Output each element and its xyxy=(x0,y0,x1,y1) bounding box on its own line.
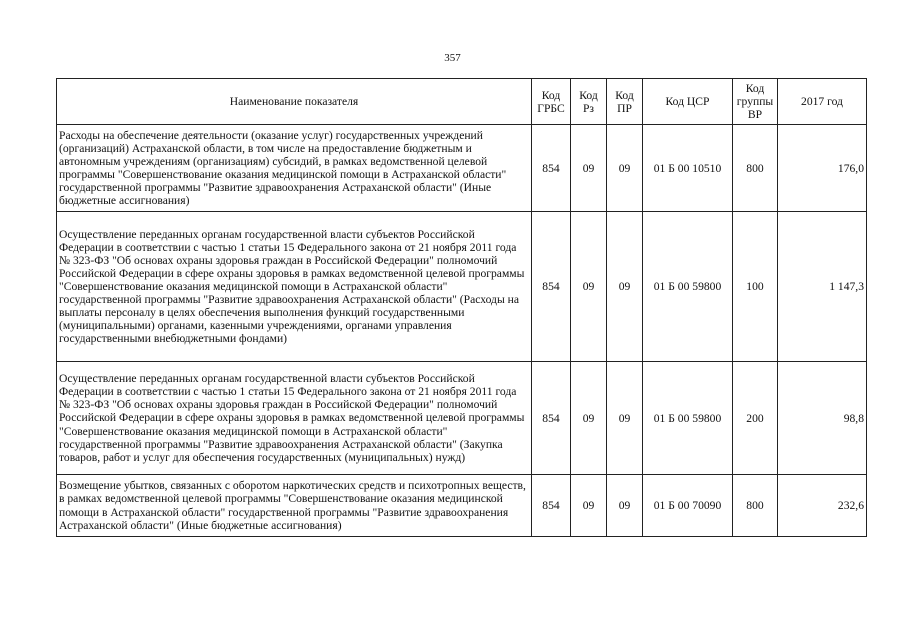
header-csr: Код ЦСР xyxy=(643,79,733,125)
header-pr: Код ПР xyxy=(607,79,643,125)
table-row xyxy=(57,475,867,537)
row-amount: 98,8 xyxy=(778,362,867,475)
page-number: 357 xyxy=(444,52,461,64)
row-grbs: 854 xyxy=(532,475,571,537)
row-name: Осуществление переданных органам государственной власти субъектов Российской Федерации в соответствии с частью 1 статьи 15 Федерального закона от 21 ноября 2011 года № 323-ФЗ "Об основах охраны здоровья граждан в Российской Федерации" полномочий Российской Федерации в сфере охраны здоровья в рамках ведомственной целевой программы "Совершенствование оказания медицинской помощи в Астраханской области" государственной программы "Развитие здравоохранения Астраханской области" (Закупка товаров, работ и услуг для обеспечения государственных (муниципальных) нужд) xyxy=(57,362,532,475)
row-amount: 1 147,3 xyxy=(778,212,867,362)
row-csr: 01 Б 00 59800 xyxy=(643,212,733,362)
row-grbs: 854 xyxy=(532,212,571,362)
header-rz: Код Рз xyxy=(571,79,607,125)
row-rz: 09 xyxy=(571,212,607,362)
row-name: Осуществление переданных органам государственной власти субъектов Российской Федерации в соответствии с частью 1 статьи 15 Федерального закона от 21 ноября 2011 года № 323-ФЗ "Об основах охраны здоровья граждан в Российской Федерации" полномочий Российской Федерации в сфере охраны здоровья в рамках ведомственной целевой программы "Совершенствование оказания медицинской помощи в Астраханской области" государственной программы "Развитие здравоохранения Астраханской области" (Расходы на выплаты персоналу в целях обеспечения выполнения функций государственными (муниципальными) органами, казенными учреждениями, органами управления государственными внебюджетными фондами) xyxy=(57,212,532,362)
row-vr: 100 xyxy=(733,212,778,362)
row-csr: 01 Б 00 59800 xyxy=(643,362,733,475)
row-vr: 800 xyxy=(733,125,778,212)
row-rz: 09 xyxy=(571,362,607,475)
header-year: 2017 год xyxy=(778,79,867,125)
header-grbs: Код ГРБС xyxy=(532,79,571,125)
row-pr: 09 xyxy=(607,475,643,537)
row-amount: 176,0 xyxy=(778,125,867,212)
row-name: Расходы на обеспечение деятельности (оказание услуг) государственных учреждений (организаций) Астраханской области, в том числе на предоставление бюджетным и автономным учреждениям (организациям) субсидий, в рамках ведомственной целевой программы "Совершенствование оказания медицинской помощи в Астраханской области" государственной программы "Развитие здравоохранения Астраханской области" (Иные бюджетные ассигнования) xyxy=(57,125,532,212)
row-amount: 232,6 xyxy=(778,475,867,537)
table-row xyxy=(57,362,867,475)
row-pr: 09 xyxy=(607,212,643,362)
row-vr: 200 xyxy=(733,362,778,475)
table-header-row xyxy=(57,79,867,125)
table-row xyxy=(57,125,867,212)
row-name: Возмещение убытков, связанных с оборотом наркотических средств и психотропных веществ, в рамках ведомственной целевой программы "Совершенствование оказания медицинской помощи в Астраханской области" государственной программы "Развитие здравоохранения Астраханской области" (Иные бюджетные ассигнования) xyxy=(57,475,532,537)
row-pr: 09 xyxy=(607,125,643,212)
row-grbs: 854 xyxy=(532,362,571,475)
header-vr: Код группы ВР xyxy=(733,79,778,125)
header-name: Наименование показателя xyxy=(57,79,532,125)
row-vr: 800 xyxy=(733,475,778,537)
budget-table xyxy=(56,78,867,537)
table-row xyxy=(57,212,867,362)
row-rz: 09 xyxy=(571,475,607,537)
row-pr: 09 xyxy=(607,362,643,475)
row-rz: 09 xyxy=(571,125,607,212)
row-csr: 01 Б 00 10510 xyxy=(643,125,733,212)
row-grbs: 854 xyxy=(532,125,571,212)
row-csr: 01 Б 00 70090 xyxy=(643,475,733,537)
